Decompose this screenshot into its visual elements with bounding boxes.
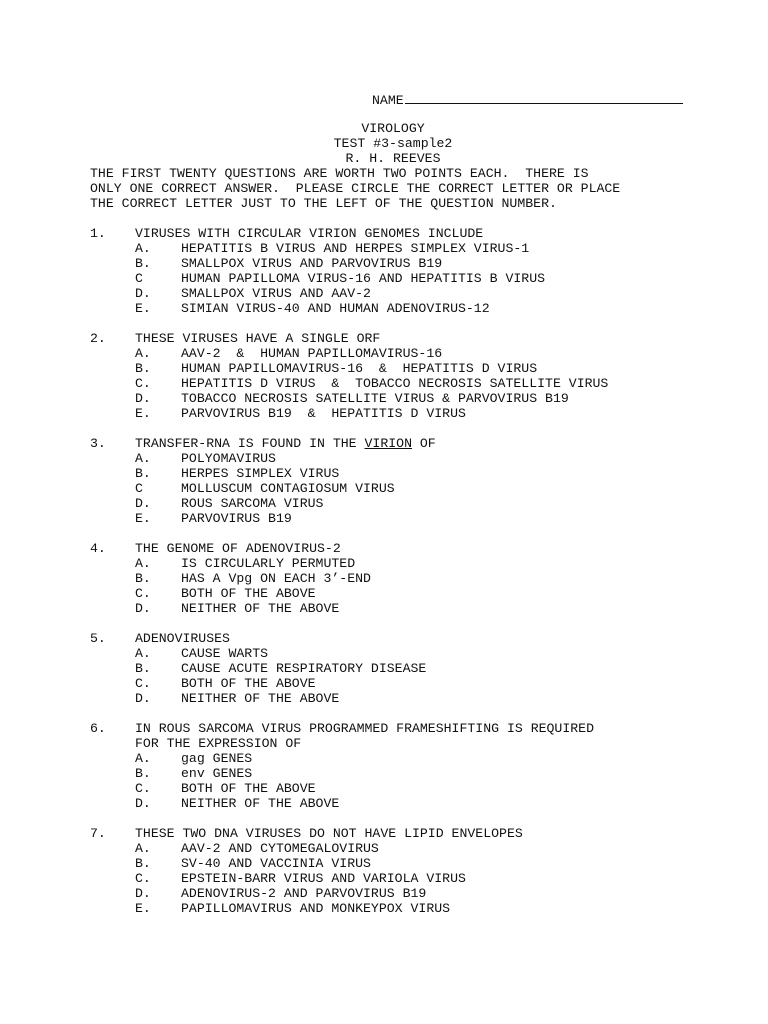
question-number: 3. <box>90 436 106 451</box>
option-text: NEITHER OF THE ABOVE <box>181 601 340 616</box>
option-text: HUMAN PAPILLOMA VIRUS-16 AND HEPATITIS B VIRUS <box>181 271 546 286</box>
stem-underlined-word: VIRION <box>364 436 412 451</box>
question-stem: THESE TWO DNA VIRUSES DO NOT HAVE LIPID ENVELOPES <box>135 826 523 841</box>
option-text: BOTH OF THE ABOVE <box>181 676 316 691</box>
option-letter[interactable]: E. <box>135 511 151 526</box>
option-text: EPSTEIN-BARR VIRUS AND VARIOLA VIRUS <box>181 871 466 886</box>
option-letter[interactable]: C <box>135 271 143 286</box>
option-text: AAV-2 AND CYTOMEGALOVIRUS <box>181 841 379 856</box>
option-letter[interactable]: B. <box>135 856 151 871</box>
question-stem: THESE VIRUSES HAVE A SINGLE ORF <box>135 331 381 346</box>
option-text: HERPES SIMPLEX VIRUS <box>181 466 340 481</box>
name-blank-line <box>405 91 683 104</box>
option-letter[interactable]: D. <box>135 601 151 616</box>
option-text: PAPILLOMAVIRUS AND MONKEYPOX VIRUS <box>181 901 451 916</box>
test-title: TEST #3-sample2 <box>333 136 453 151</box>
option-text: PARVOVIRUS B19 & HEPATITIS D VIRUS <box>181 406 466 421</box>
option-text: MOLLUSCUM CONTAGIOSUM VIRUS <box>181 481 395 496</box>
option-letter[interactable]: B. <box>135 361 151 376</box>
question-number: 4. <box>90 541 106 556</box>
option-letter[interactable]: E. <box>135 901 151 916</box>
question-stem <box>135 436 436 451</box>
option-letter[interactable]: D. <box>135 496 151 511</box>
question-number: 1. <box>90 226 106 241</box>
option-letter[interactable]: E. <box>135 406 151 421</box>
name-label: NAME <box>372 93 404 108</box>
option-text: SV-40 AND VACCINIA VIRUS <box>181 856 371 871</box>
option-text: HUMAN PAPILLOMAVIRUS-16 & HEPATITIS D VIRUS <box>181 361 538 376</box>
option-letter[interactable]: D. <box>135 691 151 706</box>
question-number: 5. <box>90 631 106 646</box>
option-letter[interactable]: C <box>135 481 143 496</box>
option-letter[interactable]: B. <box>135 766 151 781</box>
option-letter[interactable]: A. <box>135 451 151 466</box>
stem-suffix: OF <box>411 436 436 451</box>
option-text: gag GENES <box>181 751 253 766</box>
option-letter[interactable]: C. <box>135 586 151 601</box>
course-title: VIROLOGY <box>361 121 425 136</box>
option-text: POLYOMAVIRUS <box>181 451 276 466</box>
instructor-name: R. H. REEVES <box>345 151 441 166</box>
option-text: BOTH OF THE ABOVE <box>181 586 316 601</box>
option-letter[interactable]: A. <box>135 841 151 856</box>
question-number: 7. <box>90 826 106 841</box>
option-text: ADENOVIRUS-2 AND PARVOVIRUS B19 <box>181 886 427 901</box>
option-text: SMALLPOX VIRUS AND AAV-2 <box>181 286 371 301</box>
option-text: env GENES <box>181 766 253 781</box>
instructions-line: ONLY ONE CORRECT ANSWER. PLEASE CIRCLE THE CORRECT LETTER OR PLACE <box>90 181 621 196</box>
option-text: HEPATITIS B VIRUS AND HERPES SIMPLEX VIRUS-1 <box>181 241 530 256</box>
option-text: AAV-2 & HUMAN PAPILLOMAVIRUS-16 <box>181 346 443 361</box>
option-text: SMALLPOX VIRUS AND PARVOVIRUS B19 <box>181 256 443 271</box>
option-text: IS CIRCULARLY PERMUTED <box>181 556 356 571</box>
option-letter[interactable]: D. <box>135 796 151 811</box>
instructions-line: THE FIRST TWENTY QUESTIONS ARE WORTH TWO POINTS EACH. THERE IS <box>90 166 589 181</box>
option-text: SIMIAN VIRUS-40 AND HUMAN ADENOVIRUS-12 <box>181 301 490 316</box>
option-text: CAUSE WARTS <box>181 646 269 661</box>
question-number: 6. <box>90 721 106 736</box>
option-text: HEPATITIS D VIRUS & TOBACCO NECROSIS SATELLITE VIRUS <box>181 376 609 391</box>
option-letter[interactable]: C. <box>135 781 151 796</box>
option-text: NEITHER OF THE ABOVE <box>181 796 340 811</box>
question-stem: THE GENOME OF ADENOVIRUS-2 <box>135 541 341 556</box>
stem-prefix: TRANSFER-RNA IS FOUND IN THE <box>135 436 365 451</box>
option-text: ROUS SARCOMA VIRUS <box>181 496 324 511</box>
option-letter[interactable]: C. <box>135 376 151 391</box>
option-letter[interactable]: A. <box>135 646 151 661</box>
question-number: 2. <box>90 331 106 346</box>
option-letter[interactable]: A. <box>135 346 151 361</box>
option-text: PARVOVIRUS B19 <box>181 511 292 526</box>
option-text: CAUSE ACUTE RESPIRATORY DISEASE <box>181 661 427 676</box>
option-letter[interactable]: E. <box>135 301 151 316</box>
instructions-line: THE CORRECT LETTER JUST TO THE LEFT OF THE QUESTION NUMBER. <box>90 196 557 211</box>
option-text: BOTH OF THE ABOVE <box>181 781 316 796</box>
option-letter[interactable]: A. <box>135 556 151 571</box>
option-text: HAS A Vpg ON EACH 3’-END <box>181 571 371 586</box>
option-letter[interactable]: D. <box>135 886 151 901</box>
option-letter[interactable]: A. <box>135 241 151 256</box>
option-letter[interactable]: D. <box>135 286 151 301</box>
option-letter[interactable]: B. <box>135 661 151 676</box>
name-field <box>372 91 683 106</box>
option-text: NEITHER OF THE ABOVE <box>181 691 340 706</box>
option-text: TOBACCO NECROSIS SATELLITE VIRUS & PARVOVIRUS B19 <box>181 391 569 406</box>
question-stem: IN ROUS SARCOMA VIRUS PROGRAMMED FRAMESHIFTING IS REQUIRED <box>135 721 594 736</box>
option-letter[interactable]: C. <box>135 676 151 691</box>
option-letter[interactable]: B. <box>135 571 151 586</box>
question-stem: ADENOVIRUSES <box>135 631 230 646</box>
option-letter[interactable]: C. <box>135 871 151 886</box>
option-letter[interactable]: D. <box>135 391 151 406</box>
option-letter[interactable]: B. <box>135 256 151 271</box>
option-letter[interactable]: B. <box>135 466 151 481</box>
option-letter[interactable]: A. <box>135 751 151 766</box>
question-stem-continued: FOR THE EXPRESSION OF <box>135 736 302 751</box>
question-stem: VIRUSES WITH CIRCULAR VIRION GENOMES INCLUDE <box>135 226 484 241</box>
